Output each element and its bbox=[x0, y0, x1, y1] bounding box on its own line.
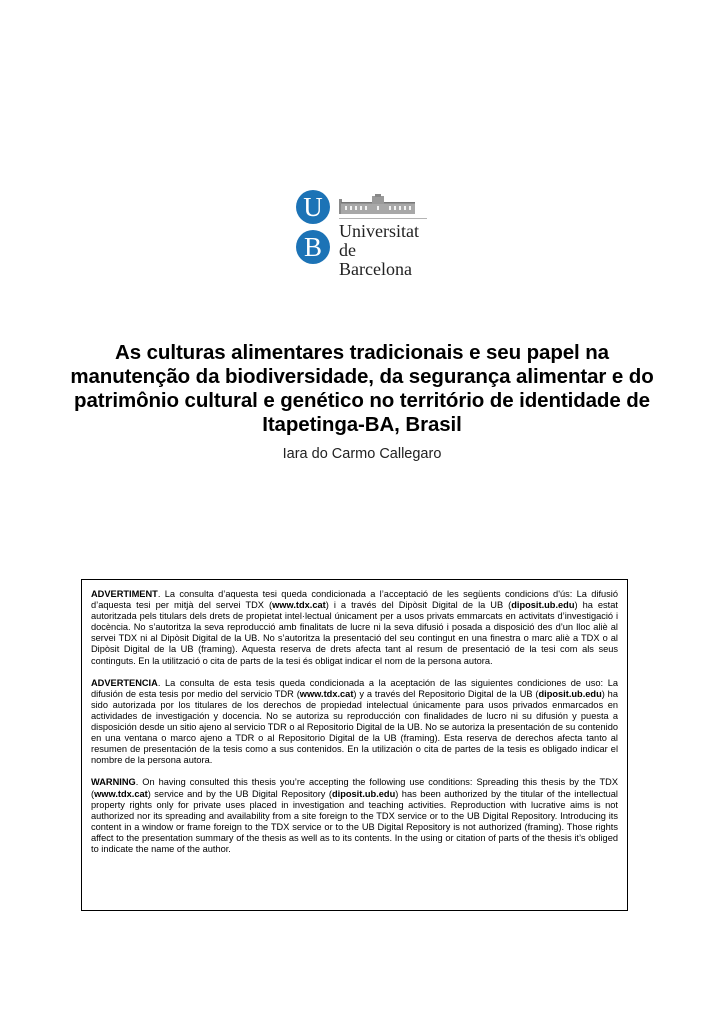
logo-letter-u: U bbox=[303, 191, 323, 222]
notice-spanish-text-2: ) y a través del Repositorio Digital de la UB ( bbox=[353, 688, 539, 699]
notice-catalan-link-tdx: www.tdx.cat bbox=[272, 600, 326, 611]
notice-catalan bbox=[91, 589, 618, 667]
logo-divider bbox=[339, 218, 427, 219]
notice-english-text-1: . On having consulted this thesis you’re accepting the following use conditions: Spreading this thesis by the TDX ( bbox=[91, 777, 618, 799]
thesis-title: As culturas alimentares tradicionais e seu papel na manutenção da biodiversidade, da segurança alimentar e do patrimônio cultural e genético no território de identidade de Itapetinga-BA, Brasil bbox=[70, 341, 654, 436]
logo-line-1: Universitat bbox=[339, 221, 419, 241]
notice-spanish-link-diposit: diposit.ub.edu bbox=[538, 688, 602, 699]
logo-wordmark bbox=[339, 222, 431, 279]
rights-notice-box bbox=[81, 579, 628, 911]
logo-letter-b: B bbox=[303, 231, 322, 262]
logo-u-circle bbox=[296, 190, 330, 224]
notice-english-text-3: ) has been authorized by the titular of the intellectual property rights only for private uses placed in investigation and teaching activities. Reproduction with lucrative aims is not authorized nor its spreading and availability from a site foreign to the TDX service or to the UB Digital Repository. Introducing its content in a window or frame foreign to the TDX service or to the UB Digital Repository is not authorized (framing). Those rights affect to the presentation summary of the thesis as well as to its contents. In the using or citation of parts of the thesis it’s obliged to indicate the name of the author. bbox=[91, 788, 618, 854]
notice-english-lead: WARNING bbox=[91, 777, 136, 788]
notice-spanish-text-3: ) ha sido autorizada por los titulares de los derechos de propiedad intelectual únicamente para usos privados enmarcados en actividades de investigación y docencia. No se autoriza su reproducción con finalidades de lucro ni su difusión y puesta a disposición desde un sitio ajeno al servicio TDR o al Repositorio Digital de la UB. No se autoriza la presentación de su contenido en una ventana o marco ajeno a TDR o al Repositorio Digital de la UB (framing). Esta reserva de derechos afecta tanto al resumen de presentación de la tesis como a sus contenidos. En la utilización o cita de partes de la tesis es obligado indicar el nombre de la persona autora. bbox=[91, 688, 618, 766]
notice-catalan-text-2: ) i a través del Dipòsit Digital de la UB ( bbox=[325, 600, 512, 611]
notice-spanish bbox=[91, 678, 618, 767]
notice-spanish-lead: ADVERTENCIA bbox=[91, 677, 158, 688]
notice-english-text-2: ) service and by the UB Digital Repository ( bbox=[147, 788, 333, 799]
logo-line-2: de Barcelona bbox=[339, 240, 412, 279]
notice-catalan-text-1: . La consulta d’aquesta tesi queda condicionada a l’acceptació de les següents condicions d'ús: La difusió d’aquesta tesi per mitjà del servei TDX ( bbox=[91, 589, 618, 611]
notice-catalan-lead: ADVERTIMENT bbox=[91, 589, 158, 599]
building-icon bbox=[339, 194, 417, 214]
notice-spanish-text-1: . La consulta de esta tesis queda condicionada a la aceptación de las siguientes condiciones de uso: La difusión de esta tesis por medio del servicio TDR ( bbox=[91, 677, 618, 699]
notice-english bbox=[91, 777, 618, 855]
notice-english-link-tdx: www.tdx.cat bbox=[94, 788, 148, 799]
notice-spanish-link-tdx: www.tdx.cat bbox=[299, 688, 354, 699]
notice-catalan-text-3: ) ha estat autoritzada pels titulars dels drets de propietat intel·lectual únicament per a usos privats emmarcats en activitats d’investigació i docència. No s’autoritza la seva reproducció amb finalitats de lucre ni la seva difusió i posada a disposició des d’un lloc aliè al servei TDX ni al Dipòsit Digital de la UB. No s’autoritza la presentació del seu contingut en una finestra o marc aliè a TDX o al Dipòsit Digital de la UB (framing). Aquesta reserva de drets afecta tant al resum de presentació de la tesi com als seus continguts. En la utilització o cita de parts de la tesi és obligat indicar el nom de la persona autora. bbox=[91, 600, 618, 666]
logo-b-circle bbox=[296, 230, 330, 264]
notice-catalan-link-diposit: diposit.ub.edu bbox=[511, 600, 575, 611]
notice-english-link-diposit: diposit.ub.edu bbox=[332, 788, 396, 799]
author-name: Iara do Carmo Callegaro bbox=[282, 446, 442, 462]
university-logo bbox=[293, 152, 429, 288]
